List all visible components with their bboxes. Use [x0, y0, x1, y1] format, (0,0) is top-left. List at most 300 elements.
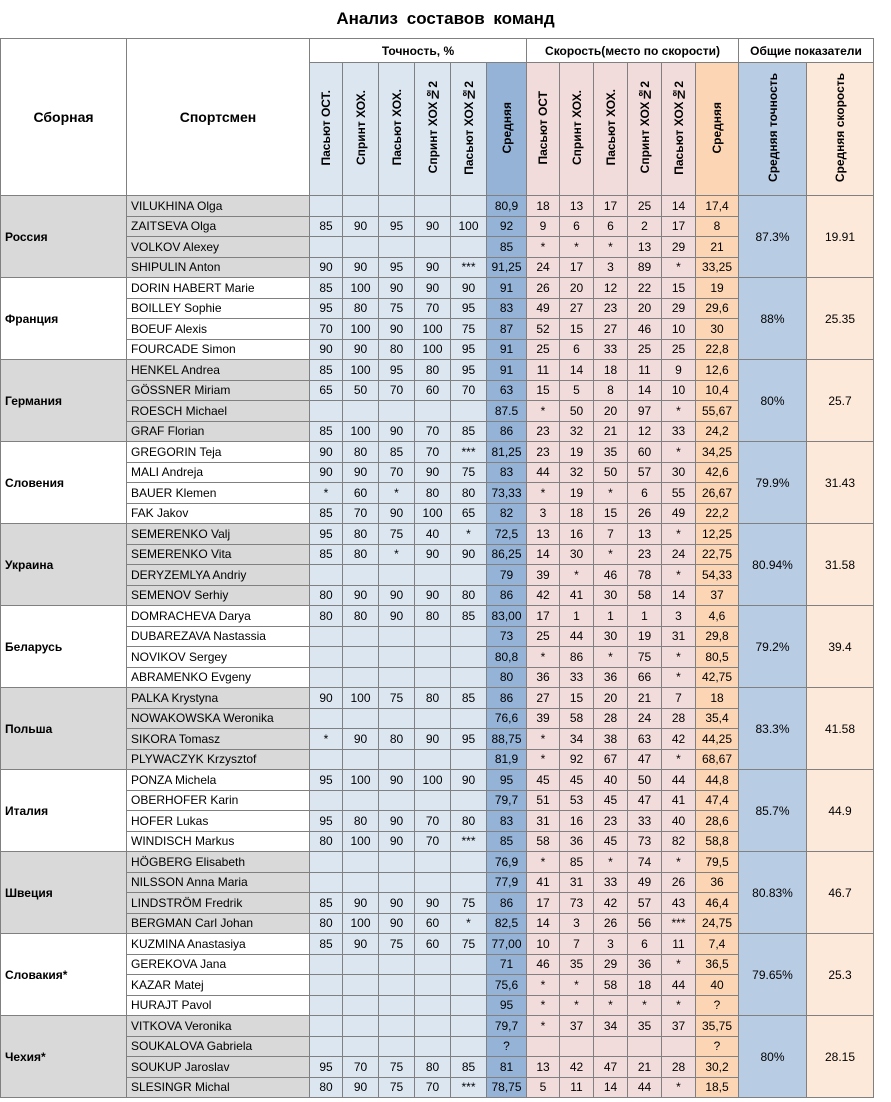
- speed-value: *: [560, 995, 594, 1016]
- accuracy-value: 75: [379, 1077, 415, 1098]
- accuracy-average: 91: [487, 339, 527, 360]
- accuracy-value: 90: [310, 339, 343, 360]
- speed-value: 36: [628, 954, 662, 975]
- team-name: Украина: [1, 524, 127, 606]
- accuracy-value: [343, 667, 379, 688]
- speed-value: [560, 1036, 594, 1057]
- speed-average: 34,25: [696, 442, 739, 463]
- speed-value: 13: [560, 196, 594, 217]
- accuracy-value: [415, 401, 451, 422]
- athlete-name: BOEUF Alexis: [127, 319, 310, 340]
- accuracy-value: [451, 872, 487, 893]
- team-avg-accuracy: 80.83%: [739, 852, 807, 934]
- accuracy-value: 85: [310, 360, 343, 381]
- speed-value: 24: [662, 544, 696, 565]
- accuracy-value: 90: [379, 421, 415, 442]
- accuracy-value: 85: [310, 503, 343, 524]
- accuracy-average: 77,9: [487, 872, 527, 893]
- table-row: [1, 1016, 874, 1037]
- speed-value: 92: [560, 749, 594, 770]
- speed-value: 33: [594, 872, 628, 893]
- accuracy-value: 90: [415, 585, 451, 606]
- speed-value: 23: [527, 442, 560, 463]
- accuracy-value: 85: [310, 278, 343, 299]
- athlete-name: SEMERENKO Vita: [127, 544, 310, 565]
- accuracy-value: 90: [379, 913, 415, 934]
- header-speed-col: [628, 63, 662, 196]
- speed-value: 20: [594, 401, 628, 422]
- speed-value: 44: [662, 770, 696, 791]
- speed-average: 58,8: [696, 831, 739, 852]
- speed-value: *: [527, 483, 560, 504]
- athlete-name: KUZMINA Anastasiya: [127, 934, 310, 955]
- speed-value: 45: [560, 770, 594, 791]
- team-avg-speed: 25.3: [807, 934, 874, 1016]
- team-block: [1, 278, 874, 360]
- accuracy-value: 70: [310, 319, 343, 340]
- accuracy-value: 90: [379, 606, 415, 627]
- team-name: Италия: [1, 770, 127, 852]
- team-block: [1, 442, 874, 524]
- accuracy-value: [451, 954, 487, 975]
- team-avg-accuracy: 88%: [739, 278, 807, 360]
- accuracy-average: 73,33: [487, 483, 527, 504]
- accuracy-value: 80: [451, 811, 487, 832]
- speed-average: ?: [696, 995, 739, 1016]
- speed-value: 44: [662, 975, 696, 996]
- accuracy-value: [451, 852, 487, 873]
- accuracy-value: 75: [379, 1057, 415, 1078]
- speed-value: 13: [628, 524, 662, 545]
- speed-value: 18: [560, 503, 594, 524]
- header-team: Сборная: [1, 39, 127, 196]
- athlete-name: VITKOVA Veronika: [127, 1016, 310, 1037]
- team-avg-speed: 19.91: [807, 196, 874, 278]
- accuracy-value: 90: [415, 893, 451, 914]
- accuracy-value: [451, 995, 487, 1016]
- athlete-name: MALI Andreja: [127, 462, 310, 483]
- accuracy-average: 76,6: [487, 708, 527, 729]
- accuracy-value: 90: [310, 462, 343, 483]
- accuracy-value: [451, 790, 487, 811]
- speed-value: 24: [527, 257, 560, 278]
- speed-value: 14: [662, 585, 696, 606]
- speed-value: 7: [594, 524, 628, 545]
- speed-value: 29: [662, 237, 696, 258]
- athlete-name: VOLKOV Alexey: [127, 237, 310, 258]
- speed-value: *: [527, 749, 560, 770]
- accuracy-value: 90: [343, 257, 379, 278]
- speed-value: 9: [662, 360, 696, 381]
- accuracy-average: 91: [487, 360, 527, 381]
- accuracy-average: 86,25: [487, 544, 527, 565]
- speed-value: *: [662, 524, 696, 545]
- speed-average: 12,25: [696, 524, 739, 545]
- speed-value: 47: [628, 790, 662, 811]
- accuracy-value: [343, 708, 379, 729]
- accuracy-value: *: [451, 913, 487, 934]
- accuracy-value: [379, 626, 415, 647]
- athlete-name: HOFER Lukas: [127, 811, 310, 832]
- accuracy-value: 80: [343, 606, 379, 627]
- speed-value: 35: [560, 954, 594, 975]
- accuracy-value: 85: [451, 688, 487, 709]
- speed-value: 17: [594, 196, 628, 217]
- speed-value: [527, 1036, 560, 1057]
- speed-value: 31: [560, 872, 594, 893]
- speed-average: 44,25: [696, 729, 739, 750]
- accuracy-value: 90: [343, 1077, 379, 1098]
- header-accuracy-col-label: Пасьют ХОХ.: [389, 89, 404, 166]
- speed-value: 57: [628, 893, 662, 914]
- speed-value: 36: [560, 831, 594, 852]
- table-row: [1, 524, 874, 545]
- accuracy-value: 90: [415, 729, 451, 750]
- speed-value: *: [662, 442, 696, 463]
- speed-average: 35,4: [696, 708, 739, 729]
- accuracy-value: 85: [310, 934, 343, 955]
- accuracy-average: 92: [487, 216, 527, 237]
- accuracy-value: 70: [415, 421, 451, 442]
- accuracy-value: [310, 667, 343, 688]
- speed-average: 22,8: [696, 339, 739, 360]
- table-row: [1, 606, 874, 627]
- speed-value: 44: [527, 462, 560, 483]
- accuracy-value: 90: [415, 257, 451, 278]
- speed-value: 16: [560, 811, 594, 832]
- speed-value: 42: [662, 729, 696, 750]
- accuracy-value: 60: [415, 934, 451, 955]
- speed-value: 25: [527, 626, 560, 647]
- accuracy-value: 75: [451, 893, 487, 914]
- accuracy-value: 65: [451, 503, 487, 524]
- accuracy-value: [310, 975, 343, 996]
- accuracy-average: 88,75: [487, 729, 527, 750]
- header-speed-col-label: Спринт ХОХ№2: [637, 81, 652, 174]
- speed-value: 67: [594, 749, 628, 770]
- accuracy-value: 90: [343, 339, 379, 360]
- accuracy-average: 63: [487, 380, 527, 401]
- accuracy-value: 85: [310, 544, 343, 565]
- accuracy-average: 95: [487, 770, 527, 791]
- accuracy-value: [310, 749, 343, 770]
- accuracy-value: [310, 626, 343, 647]
- athlete-name: LINDSTRÖM Fredrik: [127, 893, 310, 914]
- speed-value: 5: [527, 1077, 560, 1098]
- accuracy-average: 83: [487, 298, 527, 319]
- accuracy-average: 79: [487, 565, 527, 586]
- accuracy-value: 70: [451, 380, 487, 401]
- athlete-name: FOURCADE Simon: [127, 339, 310, 360]
- speed-average: 46,4: [696, 893, 739, 914]
- speed-average: 79,5: [696, 852, 739, 873]
- accuracy-value: [379, 790, 415, 811]
- speed-average: 36,5: [696, 954, 739, 975]
- accuracy-value: 100: [343, 913, 379, 934]
- accuracy-value: [379, 872, 415, 893]
- speed-value: 10: [527, 934, 560, 955]
- speed-value: *: [662, 667, 696, 688]
- speed-value: 31: [662, 626, 696, 647]
- speed-value: 3: [662, 606, 696, 627]
- speed-value: 57: [628, 462, 662, 483]
- speed-value: 15: [662, 278, 696, 299]
- header-speed-col-label: Спринт ХОХ.: [569, 90, 584, 165]
- team-avg-speed: 46.7: [807, 852, 874, 934]
- speed-value: 3: [527, 503, 560, 524]
- speed-value: 17: [527, 606, 560, 627]
- accuracy-value: 80: [415, 688, 451, 709]
- speed-value: 89: [628, 257, 662, 278]
- accuracy-value: 80: [310, 1077, 343, 1098]
- accuracy-value: [451, 708, 487, 729]
- speed-value: 23: [594, 811, 628, 832]
- accuracy-value: 70: [343, 503, 379, 524]
- accuracy-value: 80: [343, 811, 379, 832]
- accuracy-average: 95: [487, 995, 527, 1016]
- speed-value: 47: [628, 749, 662, 770]
- speed-value: 18: [594, 360, 628, 381]
- team-avg-accuracy: 87.3%: [739, 196, 807, 278]
- team-avg-accuracy: 80%: [739, 360, 807, 442]
- athlete-name: SLESINGR Michal: [127, 1077, 310, 1098]
- speed-value: 28: [594, 708, 628, 729]
- accuracy-value: [451, 749, 487, 770]
- accuracy-value: 90: [343, 729, 379, 750]
- accuracy-average: 77,00: [487, 934, 527, 955]
- accuracy-average: 85: [487, 831, 527, 852]
- speed-value: 29: [594, 954, 628, 975]
- table-row: [1, 442, 874, 463]
- accuracy-value: 95: [310, 811, 343, 832]
- speed-value: 7: [560, 934, 594, 955]
- accuracy-value: 70: [415, 1077, 451, 1098]
- speed-average: 22,75: [696, 544, 739, 565]
- speed-value: 50: [594, 462, 628, 483]
- speed-value: 49: [628, 872, 662, 893]
- accuracy-value: 80: [451, 585, 487, 606]
- accuracy-value: [343, 647, 379, 668]
- speed-value: 12: [628, 421, 662, 442]
- speed-value: 8: [594, 380, 628, 401]
- speed-value: *: [662, 257, 696, 278]
- accuracy-average: 86: [487, 421, 527, 442]
- accuracy-value: 100: [343, 421, 379, 442]
- accuracy-value: 90: [451, 278, 487, 299]
- accuracy-value: 80: [415, 360, 451, 381]
- athlete-name: WINDISCH Markus: [127, 831, 310, 852]
- speed-average: 21: [696, 237, 739, 258]
- header-accuracy-col: [343, 63, 379, 196]
- speed-value: 36: [594, 667, 628, 688]
- athlete-name: BOILLEY Sophie: [127, 298, 310, 319]
- accuracy-value: [451, 196, 487, 217]
- athlete-name: GEREKOVA Jana: [127, 954, 310, 975]
- accuracy-value: [415, 626, 451, 647]
- speed-value: 41: [527, 872, 560, 893]
- accuracy-value: 80: [310, 606, 343, 627]
- speed-average: 68,67: [696, 749, 739, 770]
- speed-average: 42,6: [696, 462, 739, 483]
- team-name: Франция: [1, 278, 127, 360]
- speed-value: 30: [560, 544, 594, 565]
- accuracy-value: *: [310, 483, 343, 504]
- athlete-name: SEMERENKO Valj: [127, 524, 310, 545]
- accuracy-value: 90: [379, 831, 415, 852]
- team-avg-speed: 44.9: [807, 770, 874, 852]
- accuracy-value: 80: [343, 544, 379, 565]
- accuracy-value: [343, 237, 379, 258]
- athlete-name: KAZAR Matej: [127, 975, 310, 996]
- speed-value: 35: [628, 1016, 662, 1037]
- speed-average: ?: [696, 1036, 739, 1057]
- speed-value: *: [662, 852, 696, 873]
- speed-value: 19: [560, 483, 594, 504]
- accuracy-value: 50: [343, 380, 379, 401]
- speed-value: 22: [628, 278, 662, 299]
- speed-average: 24,2: [696, 421, 739, 442]
- speed-average: 37: [696, 585, 739, 606]
- team-block: [1, 852, 874, 934]
- speed-average: 8: [696, 216, 739, 237]
- speed-value: 58: [594, 975, 628, 996]
- accuracy-value: ***: [451, 442, 487, 463]
- speed-value: 28: [662, 1057, 696, 1078]
- accuracy-average: 75,6: [487, 975, 527, 996]
- speed-value: 1: [628, 606, 662, 627]
- accuracy-value: 100: [343, 278, 379, 299]
- team-block: [1, 1016, 874, 1098]
- header-overall-group: Общие показатели: [739, 39, 874, 63]
- speed-value: *: [662, 401, 696, 422]
- header-accuracy-col: [310, 63, 343, 196]
- speed-value: 33: [560, 667, 594, 688]
- accuracy-value: 80: [343, 524, 379, 545]
- speed-average: 18: [696, 688, 739, 709]
- accuracy-value: 100: [415, 319, 451, 340]
- speed-average: 29,6: [696, 298, 739, 319]
- speed-average: 28,6: [696, 811, 739, 832]
- speed-value: *: [527, 852, 560, 873]
- accuracy-average: 83: [487, 462, 527, 483]
- header-speed-col: [560, 63, 594, 196]
- accuracy-value: 90: [379, 278, 415, 299]
- header-accuracy-group: Точность, %: [310, 39, 527, 63]
- speed-value: 6: [628, 934, 662, 955]
- athlete-name: OBERHOFER Karin: [127, 790, 310, 811]
- accuracy-value: [415, 708, 451, 729]
- speed-value: 40: [662, 811, 696, 832]
- accuracy-value: [451, 565, 487, 586]
- speed-value: 14: [594, 1077, 628, 1098]
- accuracy-value: [343, 790, 379, 811]
- speed-value: 15: [527, 380, 560, 401]
- speed-average: 54,33: [696, 565, 739, 586]
- athlete-name: ABRAMENKO Evgeny: [127, 667, 310, 688]
- accuracy-value: [379, 1036, 415, 1057]
- team-avg-accuracy: 79.2%: [739, 606, 807, 688]
- accuracy-value: 90: [343, 934, 379, 955]
- speed-value: 26: [527, 278, 560, 299]
- speed-value: 9: [527, 216, 560, 237]
- speed-average: 44,8: [696, 770, 739, 791]
- speed-value: 75: [628, 647, 662, 668]
- accuracy-value: 90: [415, 278, 451, 299]
- accuracy-value: 80: [415, 1057, 451, 1078]
- accuracy-value: 75: [379, 688, 415, 709]
- speed-value: 6: [560, 216, 594, 237]
- speed-value: 16: [560, 524, 594, 545]
- accuracy-value: [343, 626, 379, 647]
- accuracy-value: [310, 401, 343, 422]
- athlete-name: VILUKHINA Olga: [127, 196, 310, 217]
- accuracy-average: 81,25: [487, 442, 527, 463]
- header-accuracy-col: [451, 63, 487, 196]
- speed-average: 19: [696, 278, 739, 299]
- team-name: Словакия*: [1, 934, 127, 1016]
- speed-value: 41: [662, 790, 696, 811]
- accuracy-value: [415, 1016, 451, 1037]
- speed-value: 18: [527, 196, 560, 217]
- speed-value: *: [527, 401, 560, 422]
- speed-value: ***: [662, 913, 696, 934]
- accuracy-value: [343, 749, 379, 770]
- speed-value: *: [560, 237, 594, 258]
- speed-value: *: [527, 1016, 560, 1037]
- accuracy-average: 76,9: [487, 852, 527, 873]
- accuracy-value: [415, 667, 451, 688]
- speed-value: 3: [594, 257, 628, 278]
- accuracy-value: [415, 565, 451, 586]
- speed-value: 34: [560, 729, 594, 750]
- accuracy-value: [343, 401, 379, 422]
- accuracy-value: [310, 954, 343, 975]
- accuracy-value: 85: [451, 1057, 487, 1078]
- accuracy-value: ***: [451, 257, 487, 278]
- accuracy-value: 70: [379, 380, 415, 401]
- accuracy-value: *: [310, 729, 343, 750]
- speed-value: 14: [527, 544, 560, 565]
- speed-value: 44: [628, 1077, 662, 1098]
- accuracy-value: [310, 647, 343, 668]
- speed-average: 30,2: [696, 1057, 739, 1078]
- accuracy-average: 82,5: [487, 913, 527, 934]
- speed-average: 35,75: [696, 1016, 739, 1037]
- speed-value: 46: [527, 954, 560, 975]
- speed-value: 63: [628, 729, 662, 750]
- speed-value: 85: [560, 852, 594, 873]
- speed-value: 52: [527, 319, 560, 340]
- speed-value: 45: [527, 770, 560, 791]
- accuracy-value: 95: [451, 360, 487, 381]
- accuracy-value: 90: [310, 257, 343, 278]
- speed-value: 3: [594, 934, 628, 955]
- speed-value: *: [662, 1077, 696, 1098]
- athlete-name: BERGMAN Carl Johan: [127, 913, 310, 934]
- team-block: [1, 606, 874, 688]
- speed-average: 36: [696, 872, 739, 893]
- speed-value: 25: [628, 339, 662, 360]
- accuracy-value: 60: [343, 483, 379, 504]
- speed-value: 23: [594, 298, 628, 319]
- speed-value: 29: [662, 298, 696, 319]
- table-row: [1, 852, 874, 873]
- accuracy-average: 80: [487, 667, 527, 688]
- accuracy-value: 80: [415, 606, 451, 627]
- speed-value: *: [527, 975, 560, 996]
- team-avg-accuracy: 79.65%: [739, 934, 807, 1016]
- speed-value: [662, 1036, 696, 1057]
